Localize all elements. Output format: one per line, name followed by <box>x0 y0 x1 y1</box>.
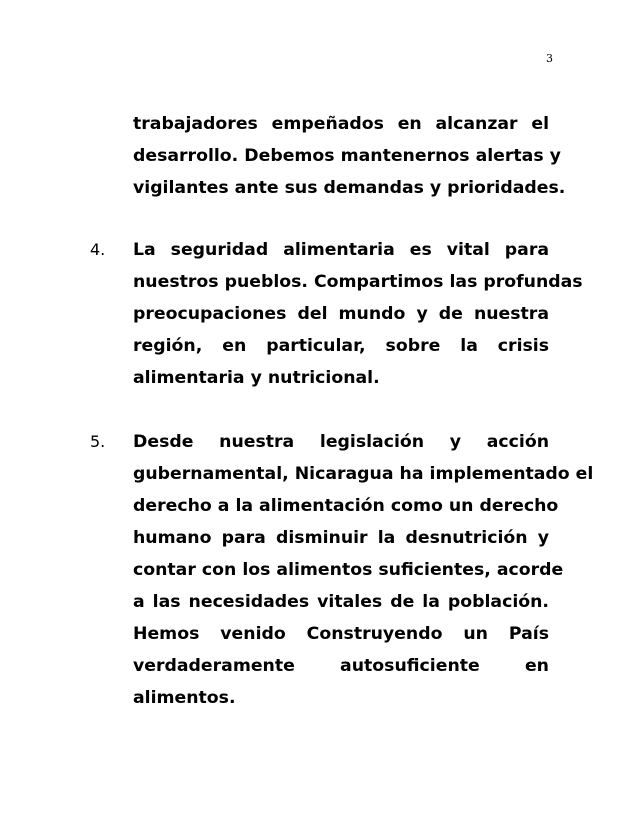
paragraph-line: preocupaciones del mundo y de nuestra <box>133 304 549 324</box>
paragraph-line: a las necesidades vitales de la población. <box>133 592 549 612</box>
paragraph-line: derecho a la alimentación como un derecho <box>133 496 559 516</box>
paragraph-line: alimentaria y nutricional. <box>133 368 380 388</box>
paragraph-line: Desde nuestra legislación y acción <box>133 432 549 452</box>
page-number: 3 <box>546 52 553 65</box>
paragraph-line: región, en particular, sobre la crisis <box>133 336 549 356</box>
paragraph-line: alimentos. <box>133 688 236 708</box>
paragraph-line: desarrollo. Debemos mantenernos alertas y <box>133 146 561 166</box>
paragraph-line: nuestros pueblos. Compartimos las profundas <box>133 272 583 292</box>
item-number: 5. <box>90 432 106 451</box>
paragraph-line: contar con los alimentos suficientes, acorde <box>133 560 564 580</box>
paragraph-line: La seguridad alimentaria es vital para <box>133 240 549 260</box>
paragraph-line: gubernamental, Nicaragua ha implementado el <box>133 464 594 484</box>
item-number: 4. <box>90 240 106 259</box>
paragraph-line: Hemos venido Construyendo un País <box>133 624 549 644</box>
paragraph-line: trabajadores empeñados en alcanzar el <box>133 114 549 134</box>
paragraph-line: verdaderamente autosuficiente en <box>133 656 549 676</box>
paragraph-line: vigilantes ante sus demandas y prioridades. <box>133 178 566 198</box>
paragraph-line: humano para disminuir la desnutrición y <box>133 528 549 548</box>
